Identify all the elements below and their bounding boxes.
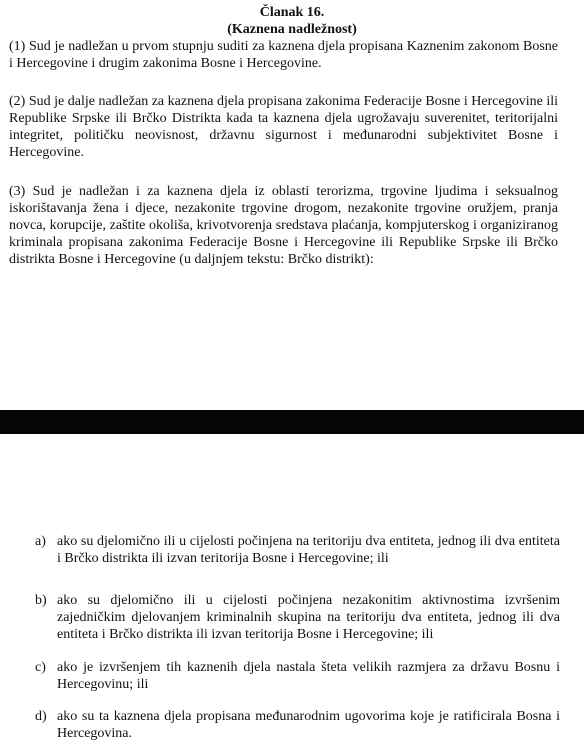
article-title: Članak 16. xyxy=(259,5,325,20)
list-item-label: c) xyxy=(35,660,46,675)
list-item-label: b) xyxy=(35,593,47,608)
list-item-b xyxy=(35,592,560,643)
list-item-d xyxy=(35,708,560,742)
scan-gap-band xyxy=(0,410,584,434)
list-item-text: ako su djelomično ili u cijelosti počinjena na teritoriju dva entiteta, jednog ili dva entiteta i Brčko distrikta ili izvan teritorija Bosne i Hercegovine; ili xyxy=(57,534,560,566)
paragraph-2: (2) Sud je dalje nadležan za kaznena djela propisana zakonima Federacije Bosne i Hercegovine ili Republike Srpske ili Brčko Distrikta kada ta kaznena djela ugrožavaju suverenitet, teritorijalni integritet, političku neovisnost, državnu sigurnost i međunarodni subjektivitet Bosne i Hercegovine. xyxy=(9,94,558,160)
list-item-c xyxy=(35,659,560,693)
list-item-a xyxy=(35,533,560,567)
list-item-label: a) xyxy=(35,534,46,549)
list-item-label: d) xyxy=(35,709,47,724)
paragraph-3: (3) Sud je nadležan i za kaznena djela iz oblasti terorizma, trgovine ljudima i seksualnog iskorištavanja žena i djece, nezakonite trgovine drogom, nezakonite trgovine oružjem, pranja novca, korupcije, zaštite okoliša, krivotvorenja sredstava plaćanja, kompjuterskog i organiziranog kriminala propisana zakonima Federacije Bosne i Hercegovine ili Republike Srpske ili Brčko distrikta Bosne i Hercegovine (u daljnjem tekstu: Brčko distrikt): xyxy=(9,184,558,267)
scan-page-bottom xyxy=(0,434,584,747)
list-item-text: ako su ta kaznena djela propisana međunarodnim ugovorima koje je ratificirala Bosna i Hercegovina. xyxy=(57,709,560,741)
list-item-text: ako je izvršenjem tih kaznenih djela nastala šteta velikih razmjera za državu Bosnu i Hercegovinu; ili xyxy=(57,660,560,692)
list-item-text: ako su djelomično ili u cijelosti počinjena nezakonitim aktivnostima izvršenim zajedničkim djelovanjem kriminalnih skupina na teritoriju dva entiteta, jednog ili dva entiteta i Brčko distrikta ili izvan teritorija Bosne i Hercegovine; ili xyxy=(57,593,560,642)
paragraph-1: (1) Sud je nadležan u prvom stupnju suditi za kaznena djela propisana Kaznenim zakonom Bosne i Hercegovine i drugim zakonima Bosne i Hercegovine. xyxy=(9,39,558,71)
article-subtitle: (Kaznena nadležnost) xyxy=(227,22,357,37)
